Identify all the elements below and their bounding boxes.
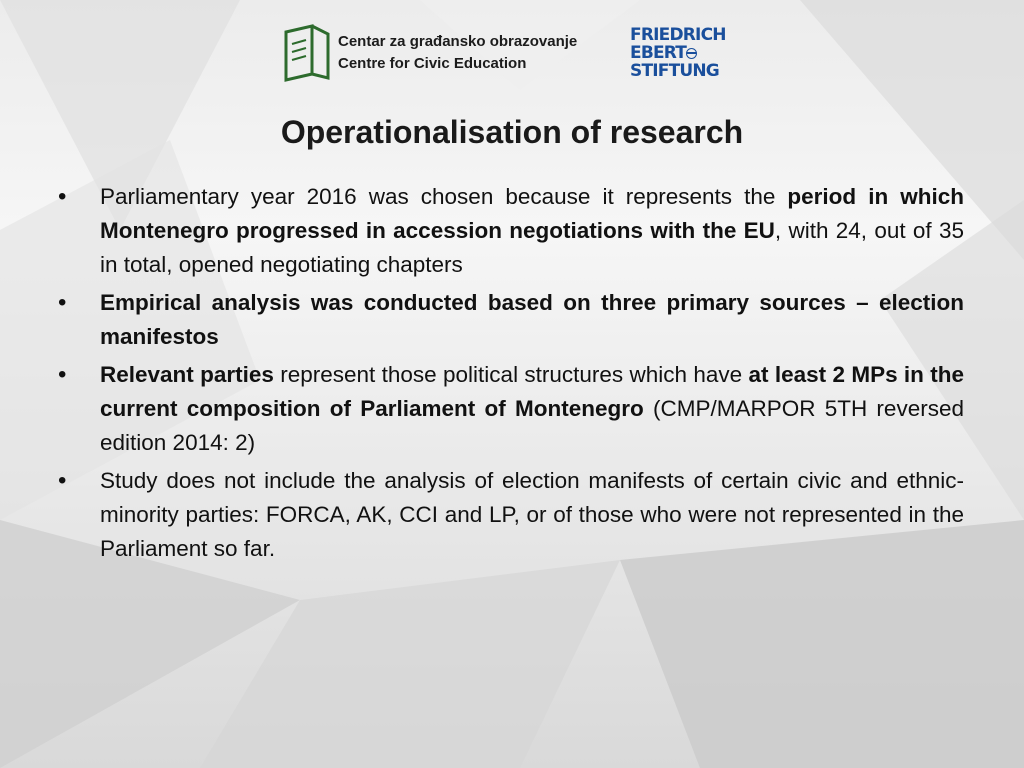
bullet-text: , with 24, out of 35 in total, opened negotiating chapters: [100, 218, 964, 277]
bullet-text: Parliamentary year 2016 was chosen because it represents the: [100, 184, 788, 209]
bullet-text: Study does not include the analysis of election manifests of certain civic and ethnic-minority parties: FORCA, AK, CCI and LP, or of those who were not represented in the Parliament so far.: [100, 468, 964, 561]
bullet-item: [56, 358, 964, 460]
bullet-item: [56, 464, 964, 566]
fes-line-3: STIFTUNG: [630, 61, 719, 81]
ccg-logo: [282, 24, 582, 84]
ccg-name-local: Centar za građansko obrazovanje: [338, 33, 578, 50]
globe-icon: [686, 48, 697, 59]
fes-logo: [630, 26, 750, 84]
bullet-text-bold: Empirical analysis was conducted based on three primary sources – election manifestos: [100, 290, 964, 349]
fes-line-2-row: [630, 44, 750, 62]
bullet-text: (CMP/MARPOR 5TH reversed edition 2014: 2): [100, 396, 964, 455]
fes-line-2: EBERT: [630, 43, 687, 63]
book-icon: [282, 24, 332, 82]
bullet-text-bold: period in which Montenegro progressed in accession negotiations with the EU: [100, 184, 964, 243]
bullet-list: [56, 180, 964, 570]
bullet-item: [56, 180, 964, 282]
bullet-item: [56, 286, 964, 354]
bullet-text-bold: Relevant parties: [100, 362, 274, 387]
slide-title: Operationalisation of research: [280, 114, 744, 150]
ccg-name-english: Centre for Civic Education: [338, 55, 527, 72]
bullet-text: represent those political structures which have: [273, 362, 749, 387]
bullet-text-bold: at least 2 MPs in the current composition of Parliament of Montenegro: [100, 362, 965, 421]
fes-line-1: FRIEDRICH: [630, 25, 726, 45]
